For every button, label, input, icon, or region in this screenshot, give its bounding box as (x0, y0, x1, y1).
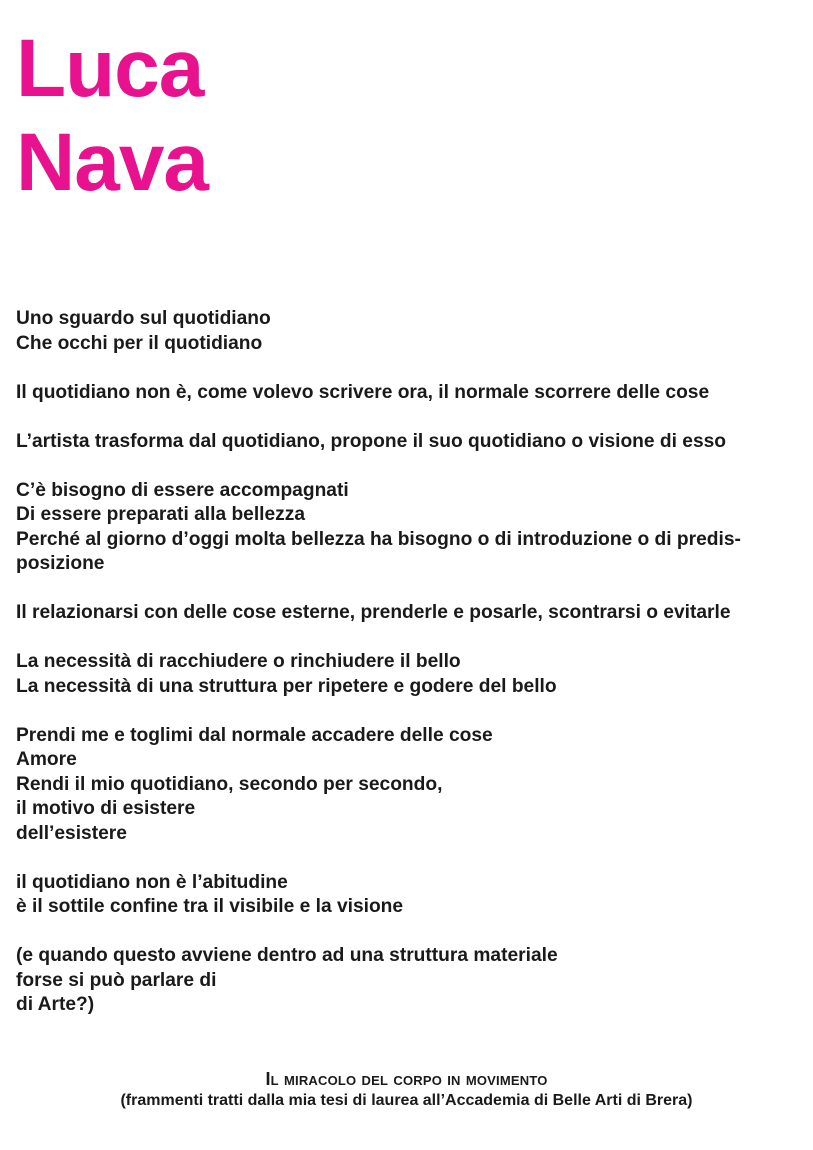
poem-line: Il relazionarsi con delle cose esterne, prenderle e posarle, scontrarsi o evitarle (16, 602, 731, 623)
stanza (16, 724, 806, 847)
poem-line: il quotidiano non è l’abitudine (16, 871, 288, 893)
poem-line: Prendi me e toglimi dal normale accadere delle cose (16, 724, 493, 746)
poem-body (16, 307, 806, 1042)
footer-caption: Il miracolo del corpo in movimento (265, 1069, 548, 1089)
stanza (16, 650, 806, 699)
poem-line: (e quando questo avviene dentro ad una struttura materiale (16, 945, 558, 966)
poem-line: di Arte?) (16, 994, 95, 1015)
stanza (16, 479, 806, 577)
poem-line: La necessità di racchiudere o rinchiudere il bello (16, 651, 461, 672)
poem-line: Il quotidiano non è, come volevo scrivere ora, il normale scorrere delle cose (16, 381, 710, 403)
stanza (16, 381, 806, 406)
author-first-name: Luca (16, 23, 204, 114)
poem-line: il motivo di esistere (16, 798, 196, 819)
stanza (16, 944, 806, 1018)
poem-line: Uno sguardo sul quotidiano (16, 308, 271, 329)
poem-line: Che occhi per il quotidiano (16, 332, 263, 354)
footer-note: (frammenti tratti dalla mia tesi di laurea all’Accademia di Belle Arti di Brera) (120, 1092, 693, 1109)
poem-line: C’è bisogno di essere accompagnati (16, 479, 349, 501)
poem-line: Rendi il mio quotidiano, secondo per secondo, (16, 773, 443, 795)
poem-line: è il sottile confine tra il visibile e la visione (16, 896, 404, 917)
author-last-name: Nava (16, 117, 209, 208)
footer (0, 1068, 813, 1112)
poem-line: Di essere preparati alla bellezza (16, 504, 306, 525)
poem-line: posizione (16, 553, 105, 574)
author-name (16, 22, 208, 210)
stanza (16, 871, 806, 920)
poem-line: dell’esistere (16, 822, 127, 844)
stanza (16, 601, 806, 626)
poem-line: Perché al giorno d’oggi molta bellezza ha bisogno o di introduzione o di predis- (16, 528, 741, 550)
poem-line: forse si può parlare di (16, 969, 217, 991)
poem-line: La necessità di una struttura per ripetere e godere del bello (16, 675, 557, 697)
poem-line: Amore (16, 749, 77, 770)
stanza (16, 430, 806, 455)
stanza (16, 307, 806, 356)
poem-line: L’artista trasforma dal quotidiano, propone il suo quotidiano o visione di esso (16, 430, 727, 452)
